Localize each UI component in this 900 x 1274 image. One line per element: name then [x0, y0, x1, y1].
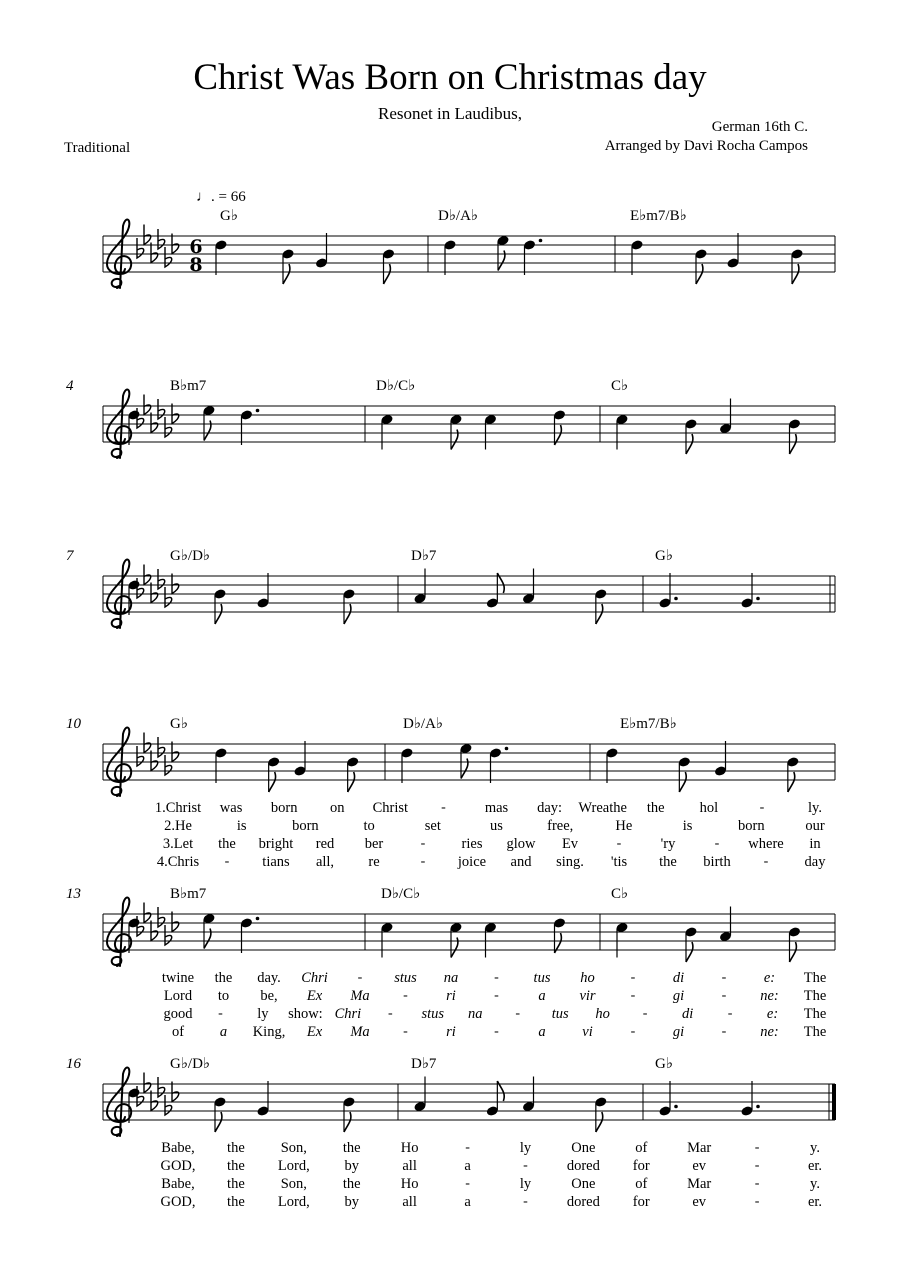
lyric-syllable: sing.: [556, 854, 584, 870]
lyric-syllable: of: [635, 1176, 648, 1192]
lyric-syllable: Ma: [350, 988, 370, 1004]
chord-symbol: G♭: [655, 1056, 673, 1072]
lyric-syllable: of: [635, 1140, 648, 1156]
lyric-syllable: e:: [766, 1006, 779, 1022]
lyric-syllable: 3.Let: [162, 836, 194, 852]
lyric-syllable: GOD,: [160, 1158, 196, 1174]
lyric-syllable: day:: [537, 800, 563, 816]
lyric-syllable: ries: [461, 836, 483, 852]
lyric-syllable: birth: [703, 854, 731, 870]
lyric-syllable: ne:: [760, 1024, 779, 1040]
lyric-syllable: Chri: [334, 1006, 362, 1022]
lyric-syllable: -: [754, 1158, 760, 1173]
lyric-syllable: by: [344, 1158, 359, 1174]
lyric-syllable: a: [464, 1158, 471, 1174]
lyric-syllable: gi: [672, 988, 685, 1004]
lyric-syllable: where: [748, 836, 784, 852]
song-title: Christ Was Born on Christmas day: [193, 57, 707, 98]
chord-symbol: D♭/C♭: [381, 886, 421, 902]
tempo-value: = 66: [214, 189, 246, 205]
lyric-syllable: -: [465, 1140, 470, 1155]
lyric-syllable: -: [759, 800, 765, 815]
lyric-syllable: -: [630, 970, 636, 985]
lyric-syllable: vi: [582, 1024, 593, 1040]
note: [413, 1077, 426, 1113]
lyric-syllable: -: [403, 1024, 408, 1039]
lyric-syllable: Son,: [280, 1176, 307, 1192]
lyric-syllable: er.: [807, 1194, 823, 1210]
lyric-syllable: ho: [580, 970, 595, 986]
lyric-syllable: a: [219, 1024, 228, 1040]
lyric-syllable: ly: [519, 1140, 532, 1156]
lyric-syllable: He: [615, 818, 633, 834]
lyric-syllable: us: [490, 818, 503, 834]
dotted-quarter-icon: ♩.: [196, 189, 215, 205]
lyric-syllable: stus: [394, 970, 417, 986]
lyric-syllable: Ex: [306, 988, 323, 1004]
chord-symbol: G♭: [220, 208, 238, 224]
lyric-syllable: -: [754, 1194, 760, 1209]
lyric-syllable: -: [357, 970, 363, 985]
lyric-syllable: on: [330, 800, 345, 816]
lyric-syllable: -: [218, 1006, 223, 1021]
chord-symbol: C♭: [611, 886, 629, 902]
lyric-syllable: ev: [692, 1194, 707, 1210]
lyric-syllable: y.: [810, 1176, 820, 1192]
lyric-syllable: di: [672, 970, 685, 986]
lyric-syllable: 'ry: [660, 836, 676, 852]
lyric-syllable: born: [292, 818, 319, 834]
key-flat-icon: [165, 1095, 172, 1115]
lyric-syllable: day.: [257, 970, 281, 986]
lyric-syllable: -: [387, 1006, 393, 1021]
chord-symbol: E♭m7/B♭: [630, 208, 687, 224]
lyric-syllable: -: [403, 988, 408, 1003]
lyric-syllable: 1.Christ: [154, 800, 202, 816]
note: [486, 1081, 505, 1117]
lyric-syllable: e:: [763, 970, 776, 986]
lyric-syllable: -: [420, 836, 426, 851]
lyric-syllable: and: [510, 854, 532, 870]
lyric-syllable: -: [754, 1176, 760, 1191]
lyric-syllable: -: [441, 800, 446, 815]
lyric-syllable: mas: [484, 800, 509, 816]
note: [522, 1077, 535, 1113]
lyric-syllable: Ma: [350, 1024, 370, 1040]
lyric-syllable: One: [571, 1140, 596, 1156]
final-barline-thick: [832, 1084, 836, 1120]
lyric-syllable: of: [171, 1024, 185, 1040]
lyric-syllable: y.: [810, 1140, 820, 1156]
chord-symbol: G♭: [655, 548, 673, 564]
lyric-syllable: free,: [547, 818, 574, 834]
key-flat-icon: [158, 1077, 165, 1097]
lyric-syllable: all: [402, 1194, 417, 1210]
key-flat-icon: [144, 1073, 151, 1093]
lyric-syllable: Lord: [163, 988, 193, 1004]
lyric-syllable: the: [214, 970, 233, 986]
note: [213, 1096, 226, 1132]
lyric-syllable: Babe,: [161, 1140, 195, 1156]
lyric-syllable: for: [632, 1158, 650, 1174]
note: [256, 1081, 269, 1117]
lyric-syllable: -: [642, 1006, 648, 1021]
arranger: Arranged by Davi Rocha Campos: [604, 138, 808, 154]
lyric-syllable: -: [523, 1158, 528, 1173]
lyric-syllable: -: [630, 988, 636, 1003]
lyric-syllable: The: [803, 1024, 827, 1040]
lyric-syllable: Lord,: [277, 1194, 310, 1210]
composer: German 16th C.: [711, 119, 808, 135]
chord-symbol: G♭/D♭: [170, 1056, 210, 1072]
time-signature-top: 6: [189, 236, 203, 258]
measure-number: 7: [66, 548, 74, 564]
lyric-syllable: dored: [566, 1194, 600, 1210]
lyric-syllable: -: [754, 1140, 760, 1155]
lyric-syllable: hol: [699, 800, 719, 816]
lyricist: Traditional: [64, 140, 131, 156]
lyric-syllable: ri: [446, 1024, 456, 1040]
lyric-syllable: gi: [672, 1024, 685, 1040]
lyric-syllable: -: [494, 988, 499, 1003]
lyric-syllable: -: [714, 836, 720, 851]
lyric-syllable: all,: [315, 854, 335, 870]
lyric-syllable: in: [809, 836, 821, 852]
measure-number: 10: [66, 716, 81, 732]
lyric-syllable: the: [342, 1176, 361, 1192]
measure-number: 16: [66, 1056, 81, 1072]
lyric-syllable: a: [464, 1194, 471, 1210]
lyric-syllable: born: [270, 800, 298, 816]
lyric-syllable: tus: [551, 1006, 569, 1022]
lyric-syllable: -: [420, 854, 426, 869]
lyric-syllable: na: [468, 1006, 483, 1022]
lyric-syllable: Ho: [400, 1140, 419, 1156]
lyric-syllable: ho: [595, 1006, 610, 1022]
lyric-syllable: the: [227, 1158, 245, 1174]
note: [658, 1081, 678, 1117]
chord-symbol: D♭/A♭: [438, 208, 478, 224]
note: [740, 1081, 760, 1117]
lyric-syllable: ly: [519, 1176, 532, 1192]
measure-number: 4: [66, 378, 74, 394]
lyric-syllable: be,: [260, 988, 278, 1004]
lyric-syllable: our: [805, 818, 825, 834]
lyric-syllable: 4.Chris: [156, 854, 200, 870]
chord-symbol: C♭: [611, 378, 629, 394]
lyric-syllable: Ho: [400, 1176, 419, 1192]
lyric-syllable: 'tis: [610, 854, 628, 870]
chord-symbol: D♭/A♭: [403, 716, 443, 732]
lyric-syllable: ne:: [760, 988, 779, 1004]
lyric-syllable: -: [494, 1024, 499, 1039]
lyric-syllable: the: [227, 1176, 245, 1192]
lyric-syllable: all: [402, 1158, 417, 1174]
lyric-syllable: born: [738, 818, 765, 834]
lyric-syllable: -: [616, 836, 622, 851]
lyric-syllable: twine: [161, 970, 195, 986]
lyric-syllable: er.: [807, 1158, 823, 1174]
lyric-syllable: the: [227, 1194, 245, 1210]
chord-symbol: B♭m7: [170, 886, 207, 902]
lyric-syllable: ber: [364, 836, 384, 852]
lyric-syllable: ly.: [808, 800, 822, 816]
lyric-syllable: -: [630, 1024, 636, 1039]
chord-symbol: D♭/C♭: [376, 378, 416, 394]
lyric-syllable: The: [803, 970, 827, 986]
lyric-syllable: -: [763, 854, 769, 869]
lyric-syllable: ly: [257, 1006, 269, 1022]
lyric-syllable: is: [236, 818, 247, 834]
lyric-syllable: -: [465, 1176, 470, 1191]
lyric-syllable: the: [646, 800, 665, 816]
chord-symbol: D♭7: [411, 548, 437, 564]
lyric-syllable: Christ: [372, 800, 409, 816]
lyric-syllable: Mar: [687, 1140, 712, 1156]
lyric-syllable: was: [219, 800, 243, 816]
lyric-syllable: GOD,: [160, 1194, 196, 1210]
lyric-syllable: to: [363, 818, 375, 834]
measure-number: 13: [66, 886, 81, 902]
lyric-syllable: bright: [258, 836, 294, 852]
lyric-syllable: Ex: [306, 1024, 323, 1040]
lyric-syllable: -: [494, 970, 499, 985]
time-signature-bottom: 8: [189, 254, 203, 276]
lyric-syllable: Babe,: [161, 1176, 195, 1192]
chord-symbol: D♭7: [411, 1056, 437, 1072]
chord-symbol: G♭/D♭: [170, 548, 210, 564]
lyric-syllable: Son,: [280, 1140, 307, 1156]
lyric-syllable: a: [538, 988, 546, 1004]
lyric-syllable: is: [682, 818, 693, 834]
lyric-syllable: joice: [457, 854, 487, 870]
lyric-syllable: tians: [262, 854, 290, 870]
lyric-syllable: One: [571, 1176, 596, 1192]
lyric-syllable: set: [424, 818, 441, 834]
lyric-syllable: a: [538, 1024, 546, 1040]
lyric-syllable: show:: [288, 1006, 323, 1022]
lyric-syllable: to: [217, 988, 230, 1004]
lyric-syllable: -: [224, 854, 230, 869]
lyric-syllable: the: [659, 854, 677, 870]
lyric-syllable: tus: [533, 970, 551, 986]
lyric-syllable: ev: [692, 1158, 707, 1174]
lyric-syllable: Chri: [301, 970, 328, 986]
lyric-syllable: dored: [566, 1158, 600, 1174]
lyric-syllable: for: [632, 1194, 650, 1210]
lyric-syllable: glow: [506, 836, 536, 852]
lyric-syllable: -: [523, 1194, 528, 1209]
lyric-syllable: good: [163, 1006, 193, 1022]
lyric-syllable: the: [342, 1140, 361, 1156]
lyric-syllable: red: [315, 836, 335, 852]
lyric-syllable: vir: [579, 988, 596, 1004]
lyric-syllable: Lord,: [277, 1158, 310, 1174]
lyric-syllable: di: [681, 1006, 694, 1022]
lyric-syllable: -: [721, 988, 727, 1003]
chord-symbol: G♭: [170, 716, 188, 732]
lyric-syllable: day: [804, 854, 826, 870]
lyric-syllable: the: [218, 836, 236, 852]
chord-symbol: B♭m7: [170, 378, 207, 394]
note: [342, 1096, 355, 1132]
lyric-syllable: The: [803, 988, 827, 1004]
lyric-syllable: Ev: [561, 836, 579, 852]
lyric-syllable: The: [803, 1006, 827, 1022]
lyric-syllable: stus: [421, 1006, 445, 1022]
lyric-syllable: -: [727, 1006, 733, 1021]
lyric-syllable: Mar: [687, 1176, 712, 1192]
song-subtitle: Resonet in Laudibus,: [377, 104, 522, 123]
lyric-syllable: ri: [446, 988, 456, 1004]
lyric-syllable: Wreathe: [578, 800, 627, 816]
lyric-syllable: -: [515, 1006, 521, 1021]
lyric-syllable: re: [368, 854, 380, 870]
lyric-syllable: by: [344, 1194, 359, 1210]
key-flat-icon: [137, 1086, 144, 1106]
note: [594, 1096, 607, 1132]
chord-symbol: E♭m7/B♭: [620, 716, 677, 732]
lyric-syllable: -: [721, 1024, 727, 1039]
lyric-syllable: the: [227, 1140, 245, 1156]
lyric-syllable: 2.He: [164, 818, 192, 834]
lyric-syllable: -: [721, 970, 727, 985]
lyric-syllable: na: [443, 970, 459, 986]
lyric-syllable: King,: [252, 1024, 286, 1040]
